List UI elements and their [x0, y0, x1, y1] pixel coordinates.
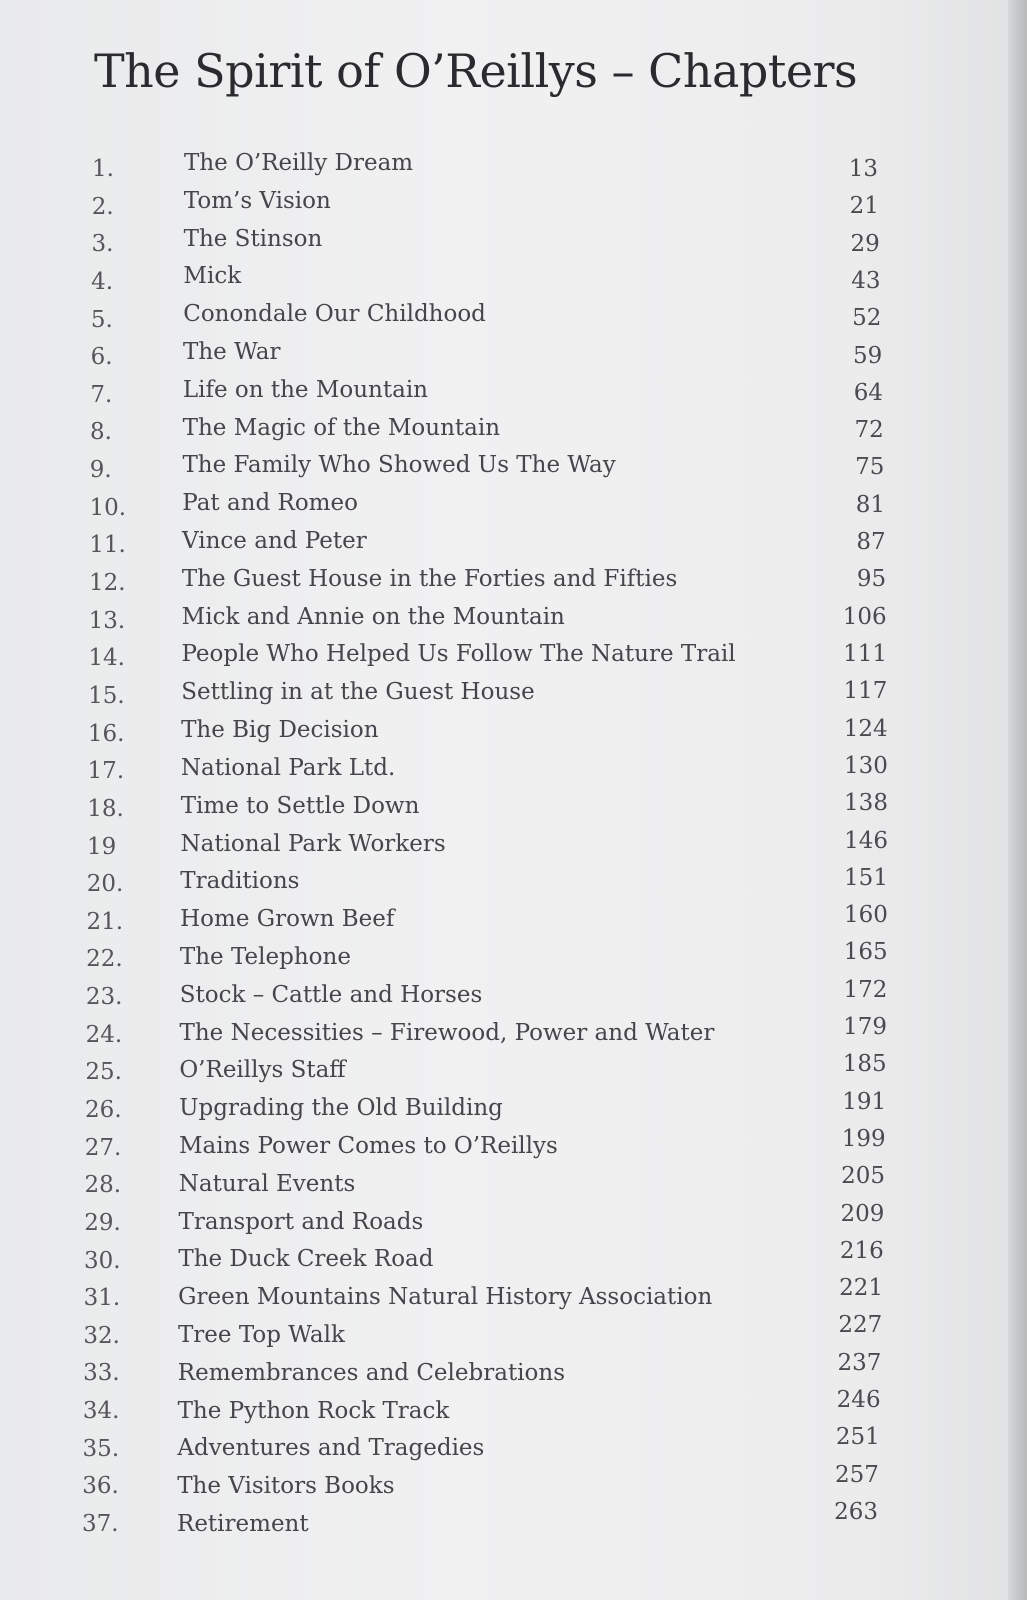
chapter-number: 13. [88, 607, 126, 634]
chapter-number: 16. [87, 720, 125, 747]
chapter-row [0, 338, 1008, 371]
chapter-title: Remembrances and Celebrations [177, 1359, 566, 1386]
chapter-page-number: 64 [853, 379, 883, 406]
chapter-title: Settling in at the Guest House [181, 679, 535, 706]
chapter-number: 20. [86, 871, 124, 898]
chapter-title: Upgrading the Old Building [179, 1095, 503, 1122]
chapter-title: The Visitors Books [177, 1473, 395, 1500]
chapter-title: The Stinson [183, 225, 323, 252]
chapter-title: People Who Helped Us Follow The Nature Trail [181, 641, 736, 668]
chapter-number: 8. [90, 419, 112, 446]
chapter-page-number: 52 [852, 305, 882, 332]
chapter-title: Green Mountains Natural History Association [178, 1284, 713, 1311]
chapter-page-number: 209 [840, 1200, 885, 1227]
chapter-page-number: 227 [838, 1312, 883, 1339]
chapter-number: 9. [89, 457, 112, 484]
chapter-title: Stock – Cattle and Horses [179, 981, 483, 1008]
chapter-row [0, 939, 1008, 973]
chapter-page-number: 124 [843, 715, 888, 742]
chapter-title: Traditions [180, 868, 300, 895]
chapter-title: Conondale Our Childhood [183, 301, 486, 328]
page-edge [1008, 0, 1027, 1600]
chapter-page-number: 221 [839, 1275, 883, 1302]
chapter-number: 5. [90, 306, 113, 333]
chapter-row [0, 1237, 1008, 1274]
chapter-title: Adventures and Tragedies [177, 1435, 485, 1462]
chapter-number: 32. [83, 1322, 120, 1349]
chapter-page-number: 13 [848, 156, 878, 182]
chapter-number: 17. [87, 758, 125, 785]
chapter-page-number: 185 [842, 1051, 887, 1078]
chapter-title: Pat and Romeo [182, 490, 358, 517]
chapter-row [0, 263, 1008, 293]
chapter-number: 3. [91, 231, 114, 258]
chapter-title: National Park Workers [180, 830, 446, 857]
chapter-number: 25. [85, 1059, 122, 1086]
chapter-row [0, 828, 1008, 858]
chapter-title: Mick [183, 263, 242, 290]
chapter-page-number: 160 [843, 902, 888, 929]
chapter-page-number: 246 [836, 1387, 881, 1414]
chapter-page-number: 72 [854, 417, 884, 444]
chapter-page-number: 81 [855, 491, 886, 518]
chapter-row [0, 976, 1008, 1011]
chapter-title: Retirement [177, 1511, 309, 1537]
chapter-page-number: 146 [844, 827, 888, 854]
chapter-number: 34. [82, 1398, 120, 1425]
chapter-number: 22. [86, 946, 123, 973]
chapter-title: Life on the Mountain [182, 376, 428, 403]
chapter-page-number: 165 [843, 939, 888, 966]
chapter-title: The Family Who Showed Us The Way [182, 452, 616, 479]
chapter-row [0, 564, 1008, 597]
chapter-row [0, 1349, 1008, 1387]
chapter-number: 29. [84, 1209, 121, 1236]
chapter-number: 37. [82, 1511, 119, 1537]
chapter-title: O’Reillys Staff [179, 1057, 346, 1084]
chapter-row [0, 903, 1008, 933]
chapter-row [0, 1088, 1008, 1123]
chapter-page-number: 75 [855, 454, 885, 481]
chapter-number: 6. [90, 344, 113, 371]
chapter-page-number: 29 [850, 230, 880, 257]
chapter-row [0, 1275, 1008, 1312]
chapter-title: Mick and Annie on the Mountain [181, 603, 565, 630]
chapter-number: 26. [85, 1096, 122, 1123]
chapter-row [0, 602, 1008, 632]
chapter-page-number: 111 [843, 640, 888, 667]
chapter-number: 35. [82, 1435, 120, 1462]
chapter-page-number: 199 [841, 1125, 886, 1152]
chapter-row [0, 1016, 1008, 1046]
chapter-page-number: 191 [842, 1088, 887, 1115]
chapter-row [0, 413, 1008, 446]
chapter-row [0, 715, 1008, 745]
chapter-number: 15. [88, 682, 125, 709]
chapter-title: The O’Reilly Dream [184, 150, 414, 176]
chapter-row [0, 188, 1008, 218]
chapter-number: 11. [89, 532, 126, 559]
chapter-number: 2. [91, 193, 114, 220]
chapter-row [0, 489, 1008, 519]
chapter-number: 27. [84, 1134, 122, 1161]
chapter-page-number: 263 [834, 1499, 878, 1525]
chapter-page-number: 43 [851, 267, 881, 294]
chapter-row [0, 526, 1008, 559]
chapter-title: The Telephone [179, 943, 351, 970]
chapter-number: 18. [87, 795, 124, 822]
chapter-title: Natural Events [178, 1170, 356, 1197]
chapter-page-number: 87 [856, 529, 886, 556]
chapter-page-number: 257 [834, 1461, 879, 1488]
chapter-number: 21. [86, 908, 124, 935]
chapter-number: 12. [88, 570, 126, 597]
chapter-title: Home Grown Beef [180, 906, 395, 933]
chapter-page-number: 106 [842, 603, 887, 630]
chapter-title: The Guest House in the Forties and Fifties [181, 565, 678, 592]
chapter-page-number: 179 [843, 1014, 888, 1041]
chapter-row [0, 1499, 1008, 1537]
chapter-title: National Park Ltd. [180, 754, 396, 781]
chapter-number: 33. [83, 1360, 120, 1387]
chapter-row [0, 301, 1008, 331]
chapter-number: 7. [90, 381, 113, 408]
chapter-title: Vince and Peter [182, 528, 367, 555]
chapter-row [0, 1163, 1008, 1199]
chapter-title: The Python Rock Track [177, 1397, 450, 1424]
chapter-row [0, 639, 1008, 672]
chapter-page-number: 251 [835, 1424, 880, 1451]
chapter-title: The Magic of the Mountain [182, 414, 501, 441]
chapter-number: 28. [84, 1172, 122, 1199]
chapter-number: 36. [82, 1473, 119, 1500]
chapter-row [0, 1387, 1008, 1425]
chapter-title: Time to Settle Down [180, 792, 420, 819]
chapter-row [0, 1424, 1008, 1462]
chapter-title: The Duck Creek Road [178, 1246, 434, 1273]
chapter-page-number: 172 [843, 976, 888, 1003]
chapter-row [0, 1200, 1008, 1236]
chapter-number: 14. [88, 645, 125, 672]
chapter-row [0, 790, 1008, 820]
chapter-title: The Big Decision [181, 717, 379, 744]
chapter-row [0, 225, 1008, 258]
chapter-page-number: 216 [839, 1237, 884, 1264]
chapter-title: The Necessities – Firewood, Power and Water [179, 1019, 715, 1046]
chapter-page-number: 205 [841, 1163, 886, 1190]
page-title: The Spirit of O’Reillys – Chapters [94, 44, 858, 98]
chapter-title: Tree Top Walk [177, 1321, 345, 1348]
chapter-title: Tom’s Vision [183, 187, 331, 214]
chapter-page-number: 130 [843, 752, 888, 779]
chapter-row [0, 677, 1008, 707]
chapter-row [0, 864, 1008, 898]
chapter-row [0, 376, 1008, 406]
chapter-title: Mains Power Comes to O’Reillys [178, 1132, 558, 1159]
chapter-page-number: 21 [849, 193, 879, 220]
chapter-number: 19 [87, 833, 117, 860]
chapter-number: 24. [85, 1021, 123, 1048]
chapter-number: 10. [89, 494, 127, 521]
chapter-title: Transport and Roads [178, 1208, 424, 1235]
chapter-row [0, 1051, 1008, 1086]
chapter-page-number: 237 [837, 1349, 882, 1376]
chapter-title: The War [183, 339, 281, 366]
chapter-number: 23. [85, 984, 123, 1011]
chapter-number: 1. [92, 156, 114, 182]
chapter-row [0, 451, 1008, 484]
chapter-page-number: 117 [843, 678, 888, 705]
chapter-row [0, 752, 1008, 785]
chapter-number: 30. [83, 1247, 121, 1274]
chapter-page-number: 138 [844, 790, 888, 817]
chapter-row [0, 150, 1008, 180]
chapter-page-number: 59 [852, 342, 883, 369]
chapter-row [0, 1125, 1008, 1161]
chapter-row [0, 1312, 1008, 1349]
chapter-number: 31. [83, 1285, 121, 1312]
chapter-page-number: 95 [856, 566, 887, 593]
chapter-page-number: 151 [844, 864, 888, 891]
chapter-row [0, 1461, 1008, 1500]
chapter-number: 4. [91, 268, 114, 295]
